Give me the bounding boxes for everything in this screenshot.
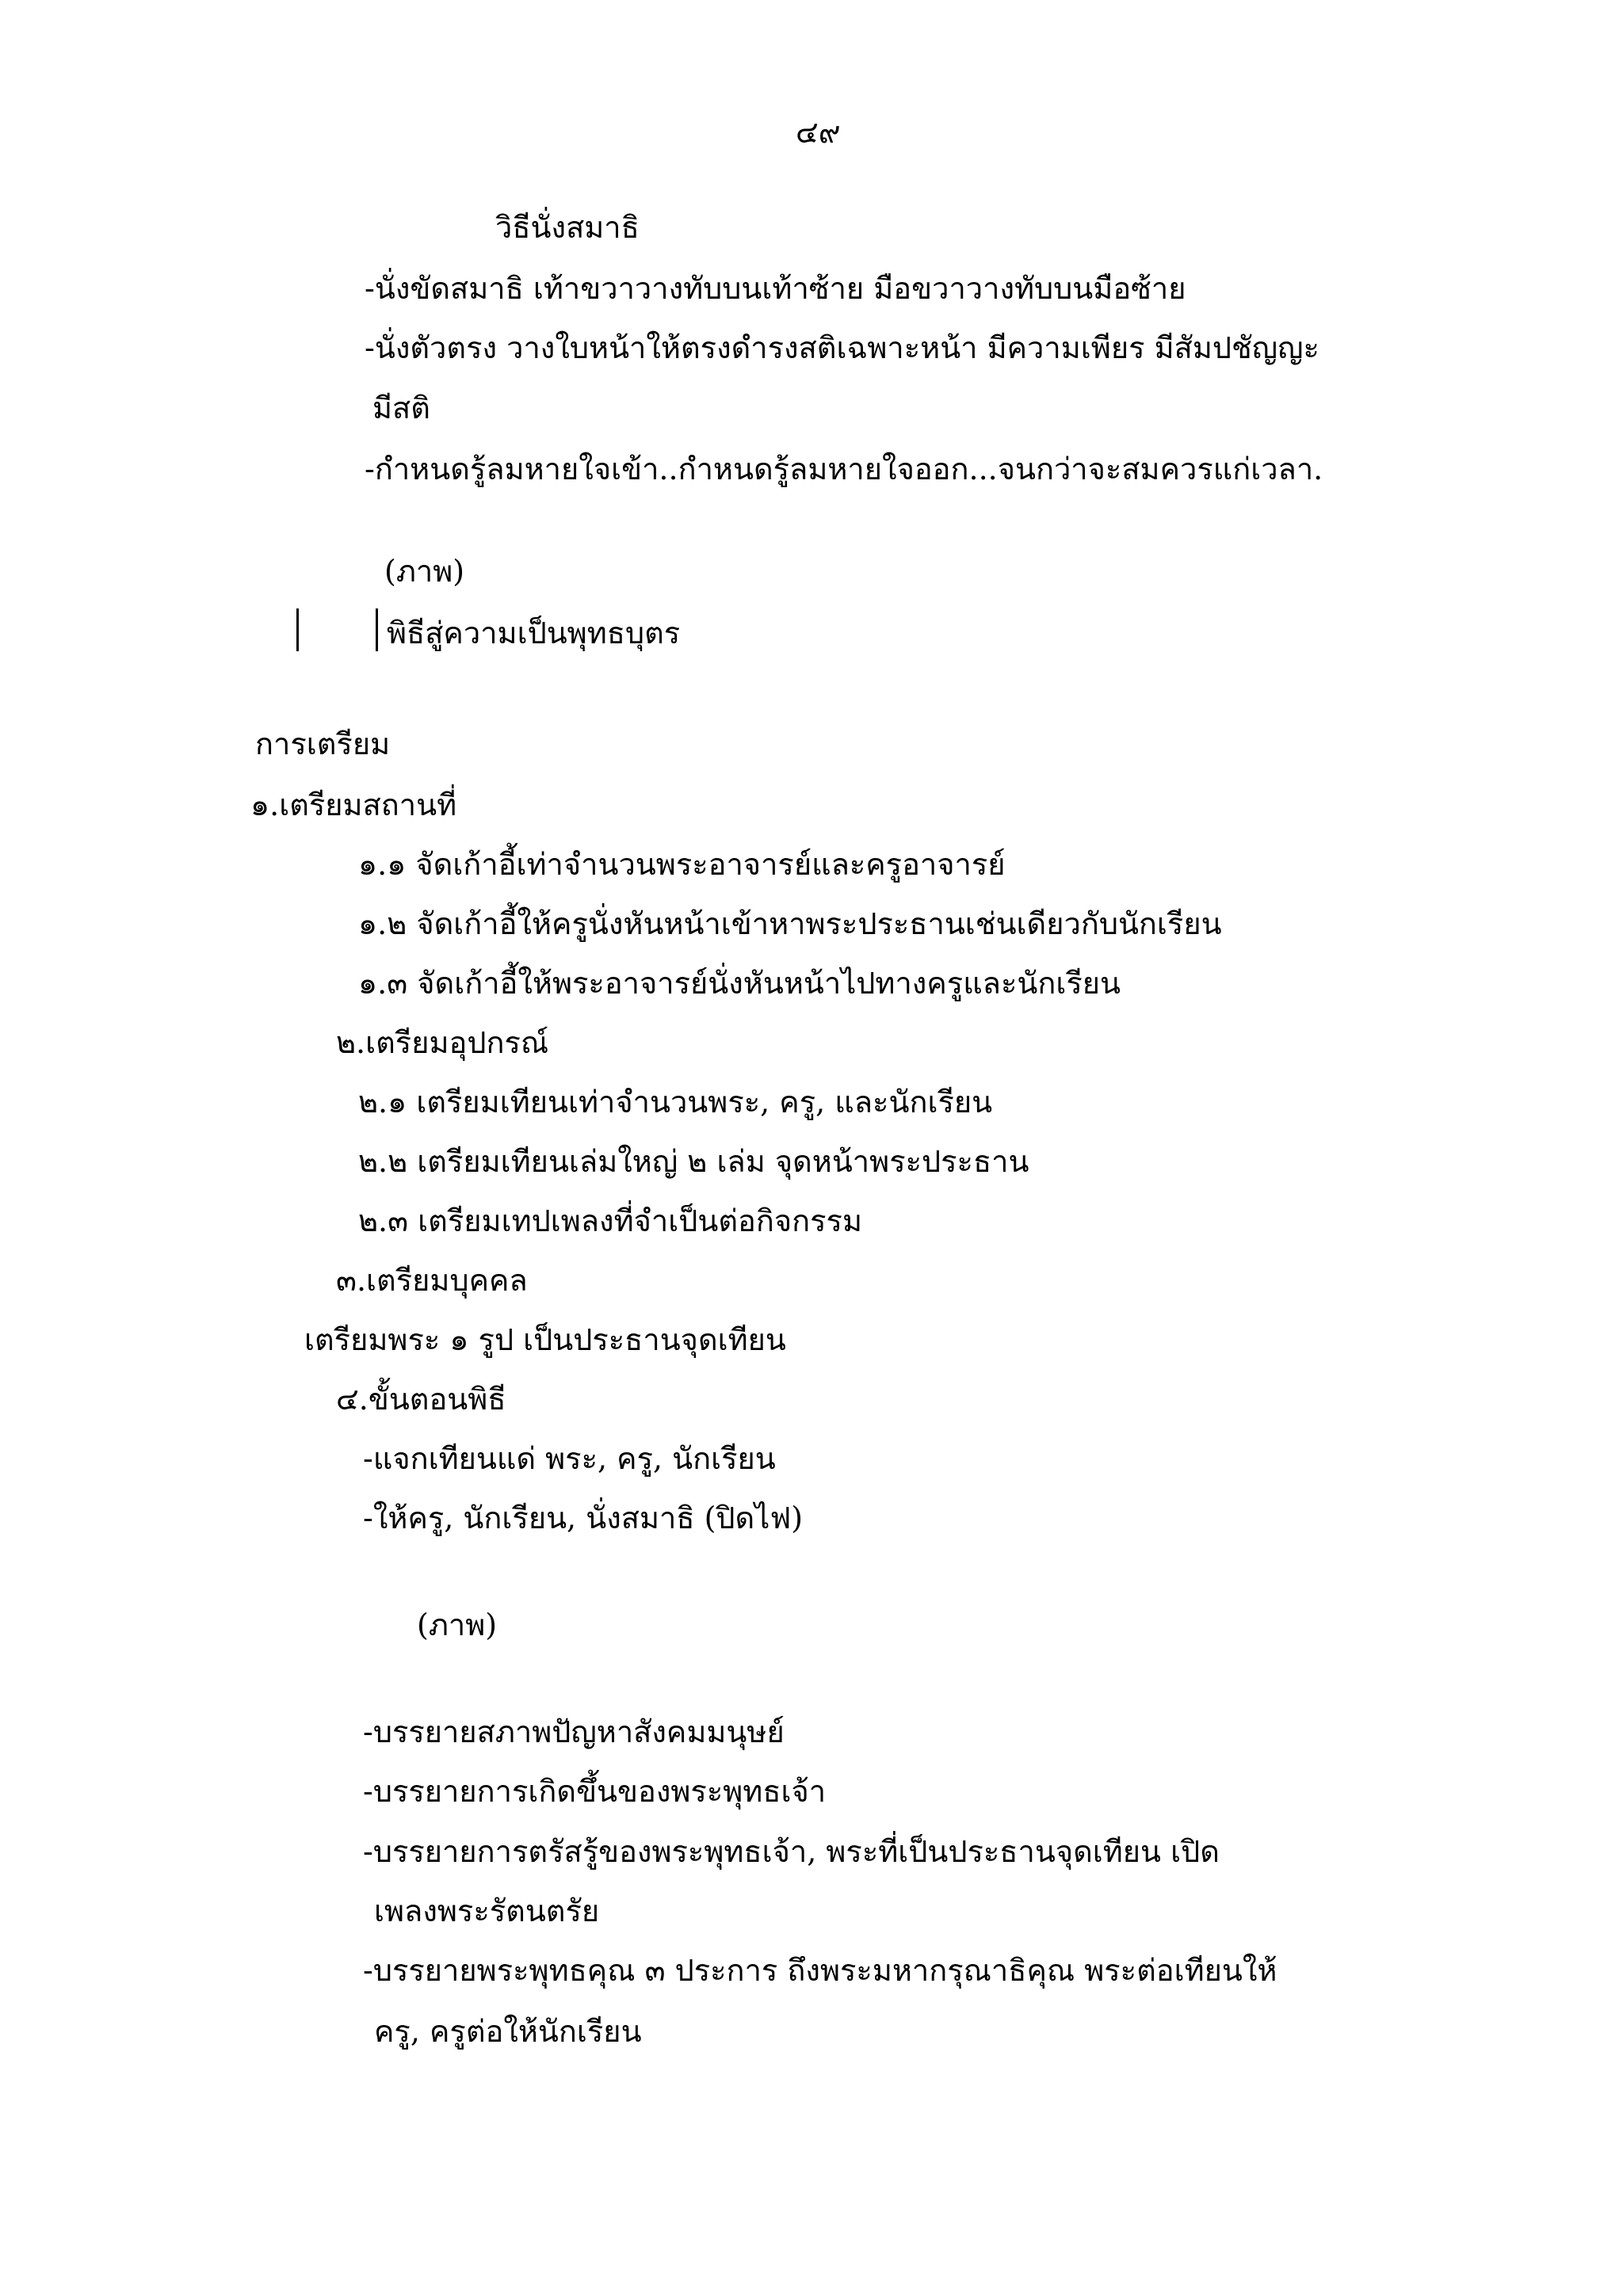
list-item: ๑.๑ จัดเก้าอี้เท่าจำนวนพระอาจารย์และครูอาจารย์ <box>358 847 1006 882</box>
meditation-heading: วิธีนั่งสมาธิ <box>495 210 640 245</box>
narration-line: -บรรยายการเกิดขึ้นของพระพุทธเจ้า <box>363 1774 827 1809</box>
left-margin-bar <box>376 608 378 651</box>
section-title: ๒.เตรียมอุปกรณ์ <box>336 1025 549 1060</box>
narration-line: -บรรยายสภาพปัญหาสังคมมนุษย์ <box>363 1714 785 1749</box>
narration-line: เพลงพระรัตนตรัย <box>374 1894 600 1928</box>
image-placeholder: (ภาพ) <box>384 554 465 589</box>
meditation-step: -นั่งตัวตรง วางใบหน้าให้ตรงดำรงสติเฉพาะหน้า มีความเพียร มีสัมปชัญญะ <box>365 330 1319 365</box>
list-item: -แจกเทียนแด่ พระ, ครู, นักเรียน <box>363 1441 776 1476</box>
narration-line: ครู, ครูต่อให้นักเรียน <box>374 2014 642 2049</box>
left-margin-bar <box>296 608 299 651</box>
list-item: ๑.๒ จัดเก้าอี้ให้ครูนั่งหันหน้าเข้าหาพระประธานเช่นเดียวกับนักเรียน <box>358 906 1222 941</box>
list-item: ๒.๒ เตรียมเทียนเล่มใหญ่ ๒ เล่ม จุดหน้าพระประธาน <box>358 1144 1029 1179</box>
list-item: ๑.๓ จัดเก้าอี้ให้พระอาจารย์นั่งหันหน้าไปทางครูและนักเรียน <box>358 966 1121 1001</box>
section-title: ๑.เตรียมสถานที่ <box>250 788 457 822</box>
meditation-step: มีสติ <box>372 391 430 425</box>
narration-line: -บรรยายพระพุทธคุณ ๓ ประการ ถึงพระมหากรุณาธิคุณ พระต่อเทียนให้ <box>363 1953 1277 1988</box>
preparation-heading: การเตรียม <box>255 727 391 761</box>
list-item: ๒.๓ เตรียมเทปเพลงที่จำเป็นต่อกิจกรรม <box>358 1203 862 1238</box>
section-title: ๓.เตรียมบุคคล <box>336 1263 528 1298</box>
list-item: เตรียมพระ ๑ รูป เป็นประธานจุดเทียน <box>304 1322 786 1357</box>
list-item: ๒.๑ เตรียมเทียนเท่าจำนวนพระ, ครู, และนักเรียน <box>358 1085 993 1119</box>
ceremony-title: พิธีสู่ความเป็นพุทธบุตร <box>387 616 681 650</box>
narration-line: -บรรยายการตรัสรู้ของพระพุทธเจ้า, พระที่เป็นประธานจุดเทียน เปิด <box>363 1834 1220 1869</box>
list-item: -ให้ครู, นักเรียน, นั่งสมาธิ (ปิดไฟ) <box>363 1501 804 1535</box>
page-number: ๔๙ <box>796 115 841 150</box>
meditation-step: -นั่งขัดสมาธิ เท้าขวาวางทับบนเท้าซ้าย มือขวาวางทับบนมือซ้าย <box>365 271 1186 306</box>
section-title: ๔.ขั้นตอนพิธี <box>336 1382 506 1417</box>
image-placeholder: (ภาพ) <box>417 1608 498 1642</box>
meditation-step: -กำหนดรู้ลมหายใจเข้า..กำหนดรู้ลมหายใจออก...จนกว่าจะสมควรแก่เวลา. <box>365 452 1323 486</box>
